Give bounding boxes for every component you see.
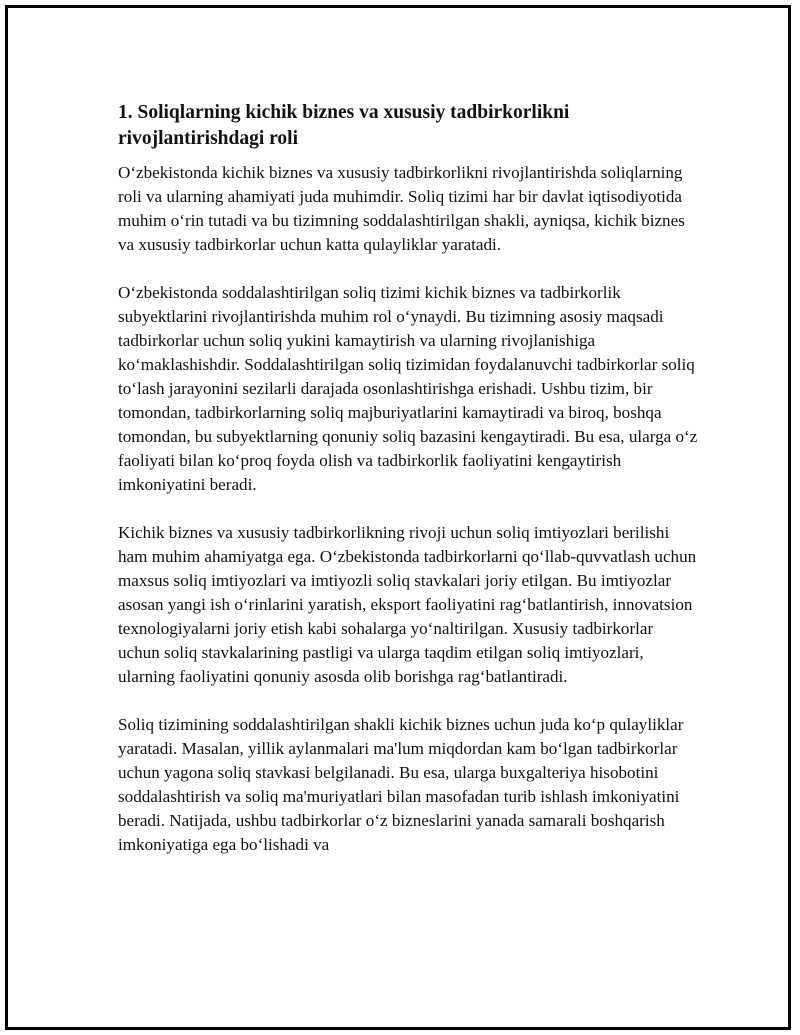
page-frame [5, 5, 791, 1030]
paragraph-4: Soliq tizimining soddalashtirilgan shakli kichik biznes uchun juda ko‘p qulayliklar yaratadi. Masalan, yillik aylanmalari ma'lum miqdordan kam bo‘lgan tadbirkorlar uchun yagona soliq stavkasi belgilanadi. Bu esa, ularga buxgalteriya hisobotini soddalashtirish va soliq ma'muriyatlari bilan masofadan turib ishlash imkoniyatini beradi. Natijada, ushbu tadbirkorlar o‘z bizneslarini yanada samarali boshqarish imkoniyatiga ega bo‘lishadi va [118, 715, 684, 854]
paragraph-2: O‘zbekistonda soddalashtirilgan soliq tizimi kichik biznes va tadbirkorlik subyektlarini rivojlantirishda muhim rol o‘ynaydi. Bu tizimning asosiy maqsadi tadbirkorlar uchun soliq yukini kamaytirish va ularning rivojlanishiga ko‘maklashishdir. Soddalashtirilgan soliq tizimidan foydalanuvchi tadbirkorlar soliq to‘lash jarayonini sezilarli darajada osonlashtirishga erishadi. Ushbu tizim, bir tomondan, tadbirkorlarning soliq majburiyatlarini kamaytiradi va biroq, boshqa tomondan, bu subyektlarning qonuniy soliq bazasini kengaytiradi. Bu esa, ularga o‘z faoliyati bilan ko‘proq foyda olish va tadbirkorlik faoliyatini kengaytirish imkoniyatini beradi. [118, 283, 698, 494]
paragraph-3: Kichik biznes va xususiy tadbirkorlikning rivoji uchun soliq imtiyozlari berilishi ham muhim ahamiyatga ega. O‘zbekistonda tadbirkorlarni qo‘llab-quvvatlash uchun maxsus soliq imtiyozlari va imtiyozli soliq stavkalari joriy etilgan. Bu imtiyozlar asosan yangi ish o‘rinlarini yaratish, eksport faoliyatini rag‘batlantirish, innovatsion texnologiyalarni joriy etish kabi sohalarga yo‘naltirilgan. Xususiy tadbirkorlar uchun soliq stavkalarining pastligi va ularga taqdim etilgan soliq imtiyozlari, ularning faoliyatini qonuniy asosda olib borishga rag‘batlantiradi. [118, 523, 697, 686]
document-body [118, 100, 698, 881]
paragraph-1: O‘zbekistonda kichik biznes va xususiy tadbirkorlikni rivojlantirishda soliqlarning roli va ularning ahamiyati juda muhimdir. Soliq tizimi har bir davlat iqtisodiyotida muhim o‘rin tutadi va bu tizimning soddalashtirilgan shakli, ayniqsa, kichik biznes va xususiy tadbirkorlar uchun katta qulayliklar yaratadi. [118, 163, 685, 254]
section-heading: 1. Soliqlarning kichik biznes va xususiy tadbirkorlikni rivojlantirishdagi roli [118, 102, 570, 149]
